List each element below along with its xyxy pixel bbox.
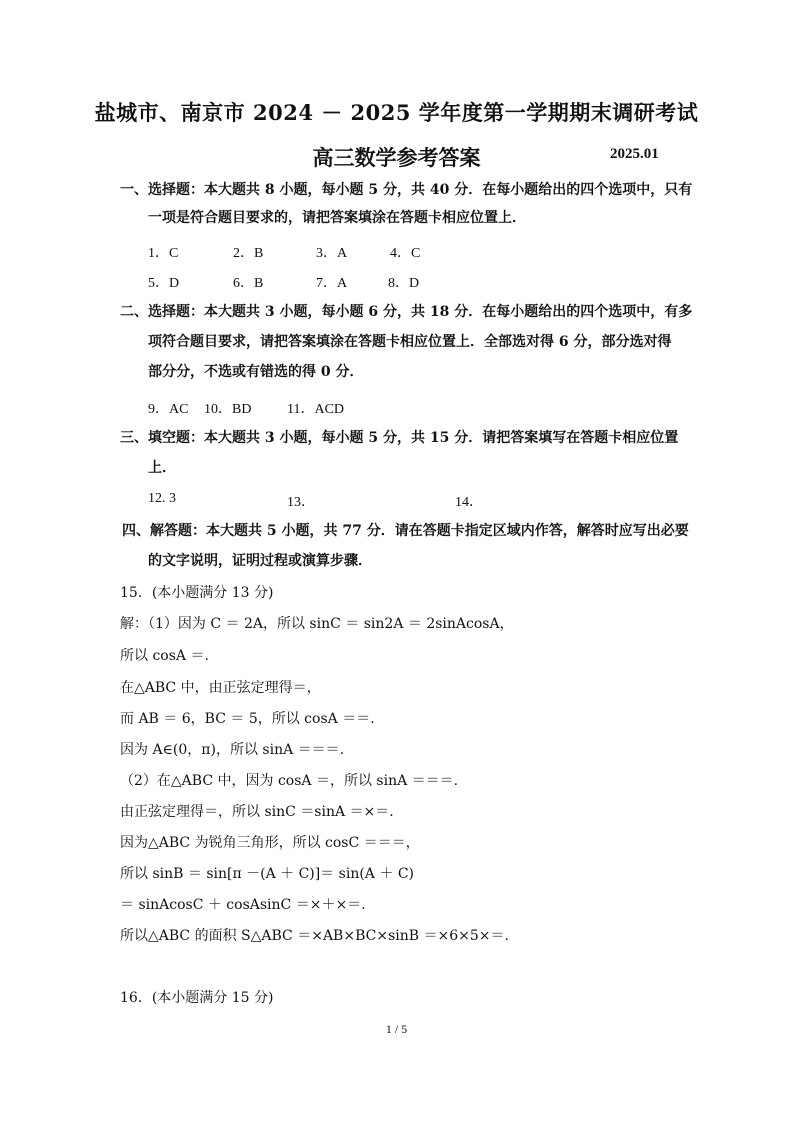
solution-line-4: 而 AB ＝ 6，BC ＝ 5，所以 cosA ＝＝. xyxy=(120,711,375,727)
solution-line-11: 所以△ABC 的面积 S△ABC ＝×AB×BC×sinB ＝×6×5×＝. xyxy=(120,928,509,944)
solution-line-10: ＝ sinAcosC ＋ cosAsinC ＝×＋×＝. xyxy=(120,897,366,913)
section-2-heading: 二、选择题：本大题共 3 小题，每小题 6 分，共 18 分．在每小题给出的四个选项中，有多 xyxy=(120,304,693,320)
answer-3: 3．A xyxy=(316,246,348,261)
section-2-heading-cont1: 项符合题目要求，请把答案填涂在答题卡相应位置上．全部选对得 6 分，部分选对得 xyxy=(148,334,672,350)
answer-9: 9．AC xyxy=(148,402,189,417)
answer-11: 11．ACD xyxy=(287,402,345,417)
section-2-heading-cont2: 部分分，不选或有错选的得 0 分． xyxy=(148,364,364,380)
answer-5: 5．D xyxy=(148,276,180,291)
document-date: 2025.01 xyxy=(610,146,659,162)
section-1-heading: 一、选择题：本大题共 8 小题，每小题 5 分，共 40 分．在每小题给出的四个选项中，只有 xyxy=(120,182,693,198)
solution-line-8: 因为△ABC 为锐角三角形，所以 cosC ＝＝＝， xyxy=(120,835,420,851)
answer-7: 7．A xyxy=(316,276,348,291)
section-3-heading-cont: 上． xyxy=(148,460,176,476)
section-3-heading: 三、填空题：本大题共 3 小题，每小题 5 分，共 15 分．请把答案填写在答题卡相应位置 xyxy=(120,430,679,446)
answer-2: 2．B xyxy=(233,246,264,261)
answer-6: 6．B xyxy=(233,276,264,291)
answer-13: 13． xyxy=(287,495,315,510)
section-1-heading-cont: 一项是符合题目要求的，请把答案填涂在答题卡相应位置上． xyxy=(148,210,526,226)
document-title: 盐城市、南京市 2024 － 2025 学年度第一学期期末调研考试 xyxy=(94,100,699,125)
solution-line-3: 在△ABC 中，由正弦定理得＝， xyxy=(120,680,321,696)
solution-line-9: 所以 sinB ＝ sin[π －(A ＋ C)]＝ sin(A ＋ C) xyxy=(120,866,414,882)
solution-line-5: 因为 A∈(0，π)，所以 sinA ＝＝＝. xyxy=(120,742,345,758)
question-16-heading: 16．(本小题满分 15 分) xyxy=(120,990,274,1006)
solution-line-6: （2）在△ABC 中，因为 cosA ＝，所以 sinA ＝＝＝. xyxy=(120,773,459,789)
answer-10: 10．BD xyxy=(204,402,252,417)
answer-8: 8．D xyxy=(388,276,420,291)
section-4-heading: 四、解答题：本大题共 5 小题，共 77 分．请在答题卡指定区域内作答，解答时应写出必要 xyxy=(122,523,689,539)
answer-14: 14． xyxy=(455,495,483,510)
section-4-heading-cont: 的文字说明，证明过程或演算步骤． xyxy=(148,553,372,569)
solution-line-1: 解：（1）因为 C ＝ 2A，所以 sinC ＝ sin2A ＝ 2sinAcosA， xyxy=(120,616,514,632)
question-15-heading: 15．(本小题满分 13 分) xyxy=(120,585,274,601)
page-number: 1 / 5 xyxy=(385,1022,408,1036)
answer-4: 4．C xyxy=(390,246,421,261)
answer-1: 1．C xyxy=(148,246,179,261)
answer-12: 12. 3 xyxy=(148,491,176,506)
document-subtitle: 高三数学参考答案 xyxy=(312,145,481,170)
solution-line-7: 由正弦定理得＝，所以 sinC ＝sinA ＝×＝. xyxy=(120,804,394,820)
solution-line-2: 所以 cosA ＝. xyxy=(120,648,209,664)
